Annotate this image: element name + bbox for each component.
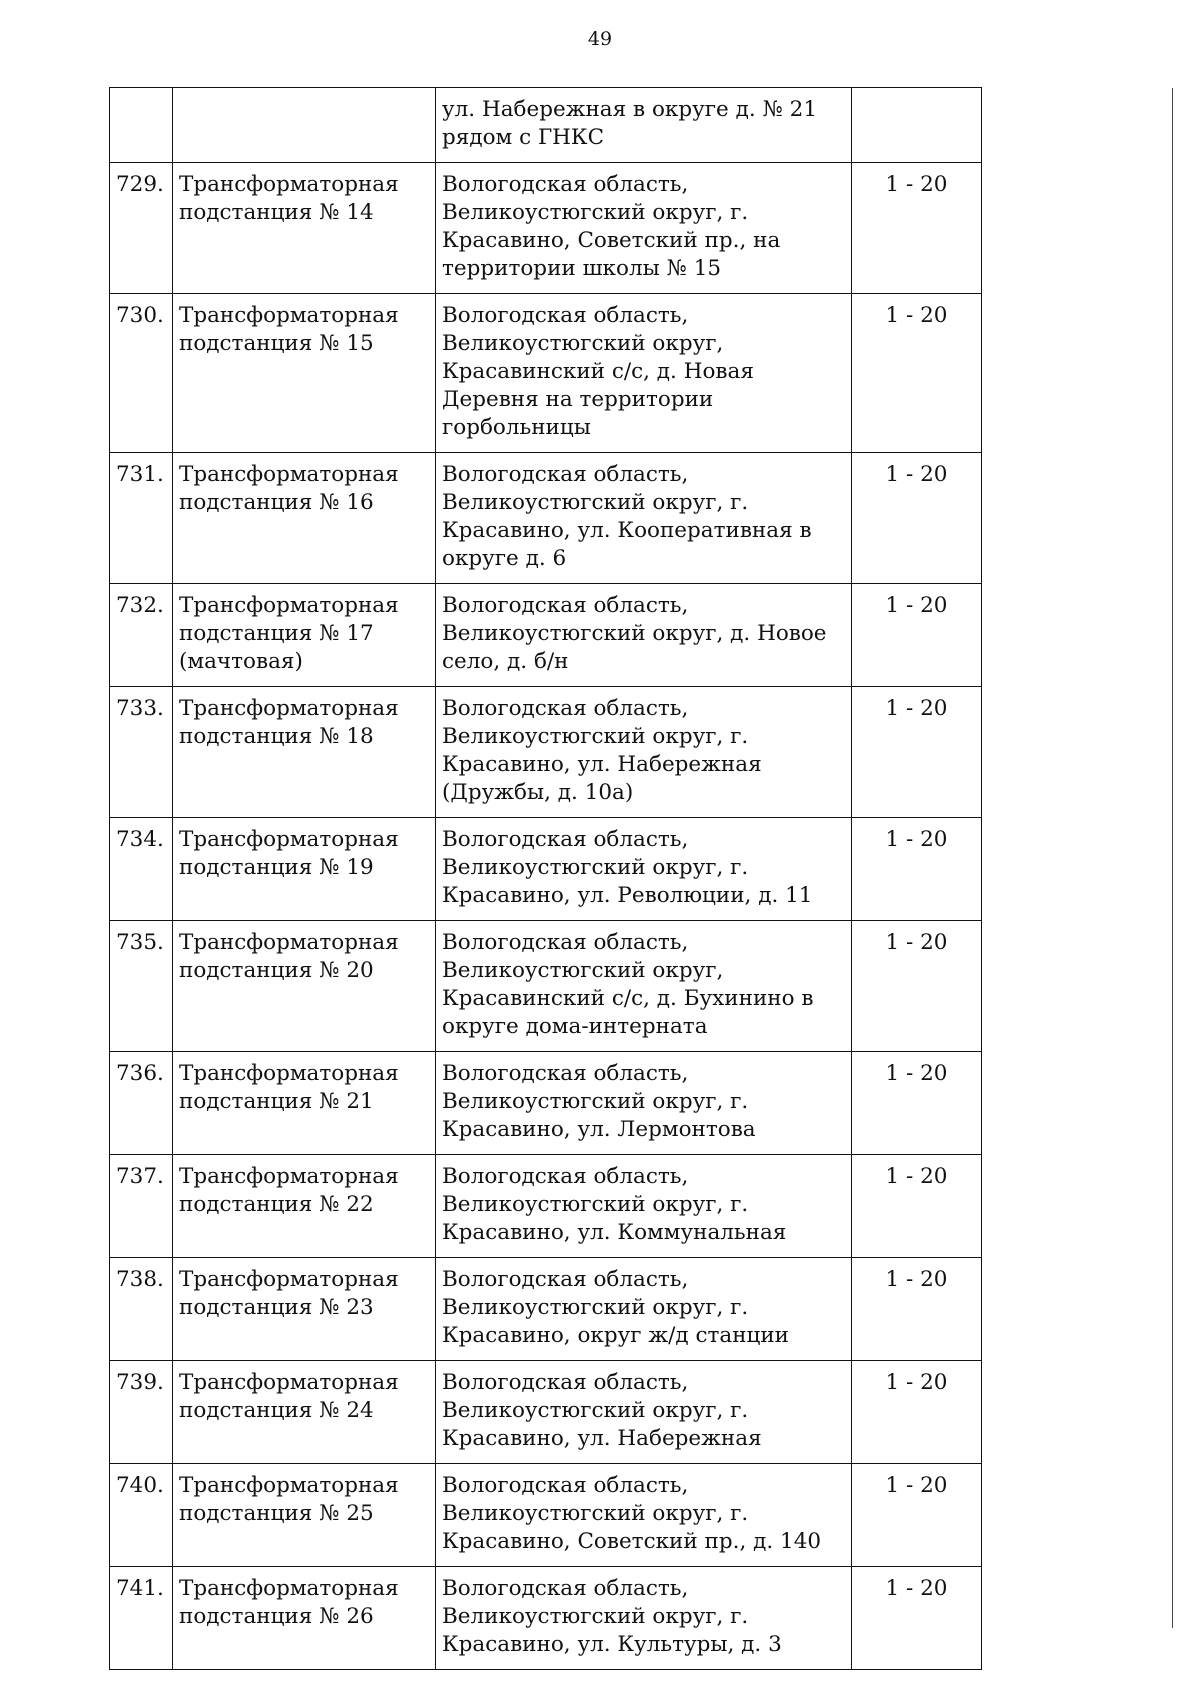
row-number: 739.: [110, 1361, 173, 1464]
value-range: 1 - 20: [852, 1567, 982, 1670]
value-range: 1 - 20: [852, 818, 982, 921]
object-name: [173, 88, 436, 163]
row-number: 741.: [110, 1567, 173, 1670]
object-name: Трансформаторная подстанция № 24: [173, 1361, 436, 1464]
object-address: Вологодская область, Великоустюгский округ, г. Красавино, Советский пр., на территории школы № 15: [436, 163, 852, 294]
row-number: 738.: [110, 1258, 173, 1361]
page-number: 49: [587, 28, 613, 50]
row-number: 729.: [110, 163, 173, 294]
table-row: [110, 1258, 982, 1361]
value-range: 1 - 20: [852, 163, 982, 294]
object-address: Вологодская область, Великоустюгский округ, Красавинский с/с, д. Бухинино в округе дома-интерната: [436, 921, 852, 1052]
table-row: [110, 818, 982, 921]
value-range: 1 - 20: [852, 294, 982, 453]
table-row: [110, 584, 982, 687]
object-address: Вологодская область, Великоустюгский округ, г. Красавино, ул. Кооперативная в округе д. 6: [436, 453, 852, 584]
value-range: 1 - 20: [852, 1052, 982, 1155]
object-name: Трансформаторная подстанция № 17 (мачтовая): [173, 584, 436, 687]
row-number: 731.: [110, 453, 173, 584]
row-number: 730.: [110, 294, 173, 453]
object-name: Трансформаторная подстанция № 21: [173, 1052, 436, 1155]
object-name: Трансформаторная подстанция № 18: [173, 687, 436, 818]
margin-rule: [1172, 88, 1173, 1628]
object-name: Трансформаторная подстанция № 19: [173, 818, 436, 921]
table-row: [110, 453, 982, 584]
value-range: 1 - 20: [852, 687, 982, 818]
row-number: 736.: [110, 1052, 173, 1155]
row-number: 737.: [110, 1155, 173, 1258]
row-number: 735.: [110, 921, 173, 1052]
table-row: [110, 1052, 982, 1155]
row-number: 740.: [110, 1464, 173, 1567]
value-range: 1 - 20: [852, 453, 982, 584]
registry-table: [109, 87, 982, 1670]
table-row: [110, 294, 982, 453]
row-number: 732.: [110, 584, 173, 687]
object-name: Трансформаторная подстанция № 16: [173, 453, 436, 584]
row-number: [110, 88, 173, 163]
object-address: Вологодская область, Великоустюгский округ, г. Красавино, Советский пр., д. 140: [436, 1464, 852, 1567]
object-address: Вологодская область, Великоустюгский округ, Красавинский с/с, д. Новая Деревня на территории горбольницы: [436, 294, 852, 453]
object-address: Вологодская область, Великоустюгский округ, г. Красавино, ул. Лермонтова: [436, 1052, 852, 1155]
object-address: Вологодская область, Великоустюгский округ, г. Красавино, ул. Коммунальная: [436, 1155, 852, 1258]
table-row: [110, 1361, 982, 1464]
table-row: [110, 1464, 982, 1567]
object-address: Вологодская область, Великоустюгский округ, д. Новое село, д. б/н: [436, 584, 852, 687]
object-name: Трансформаторная подстанция № 14: [173, 163, 436, 294]
row-number: 733.: [110, 687, 173, 818]
object-name: Трансформаторная подстанция № 26: [173, 1567, 436, 1670]
object-name: Трансформаторная подстанция № 22: [173, 1155, 436, 1258]
value-range: 1 - 20: [852, 1361, 982, 1464]
table-row: [110, 687, 982, 818]
value-range: 1 - 20: [852, 1464, 982, 1567]
table-row: [110, 163, 982, 294]
object-name: Трансформаторная подстанция № 23: [173, 1258, 436, 1361]
object-address: Вологодская область, Великоустюгский округ, г. Красавино, ул. Революции, д. 11: [436, 818, 852, 921]
table-row: [110, 88, 982, 163]
value-range: [852, 88, 982, 163]
row-number: 734.: [110, 818, 173, 921]
object-name: Трансформаторная подстанция № 15: [173, 294, 436, 453]
object-name: Трансформаторная подстанция № 20: [173, 921, 436, 1052]
value-range: 1 - 20: [852, 921, 982, 1052]
value-range: 1 - 20: [852, 584, 982, 687]
value-range: 1 - 20: [852, 1258, 982, 1361]
value-range: 1 - 20: [852, 1155, 982, 1258]
object-address: Вологодская область, Великоустюгский округ, г. Красавино, ул. Набережная: [436, 1361, 852, 1464]
object-address: Вологодская область, Великоустюгский округ, г. Красавино, округ ж/д станции: [436, 1258, 852, 1361]
object-address: ул. Набережная в округе д. № 21 рядом с ГНКС: [436, 88, 852, 163]
table-row: [110, 921, 982, 1052]
object-name: Трансформаторная подстанция № 25: [173, 1464, 436, 1567]
object-address: Вологодская область, Великоустюгский округ, г. Красавино, ул. Культуры, д. 3: [436, 1567, 852, 1670]
table-row: [110, 1155, 982, 1258]
table-row: [110, 1567, 982, 1670]
object-address: Вологодская область, Великоустюгский округ, г. Красавино, ул. Набережная (Дружбы, д. 10а): [436, 687, 852, 818]
